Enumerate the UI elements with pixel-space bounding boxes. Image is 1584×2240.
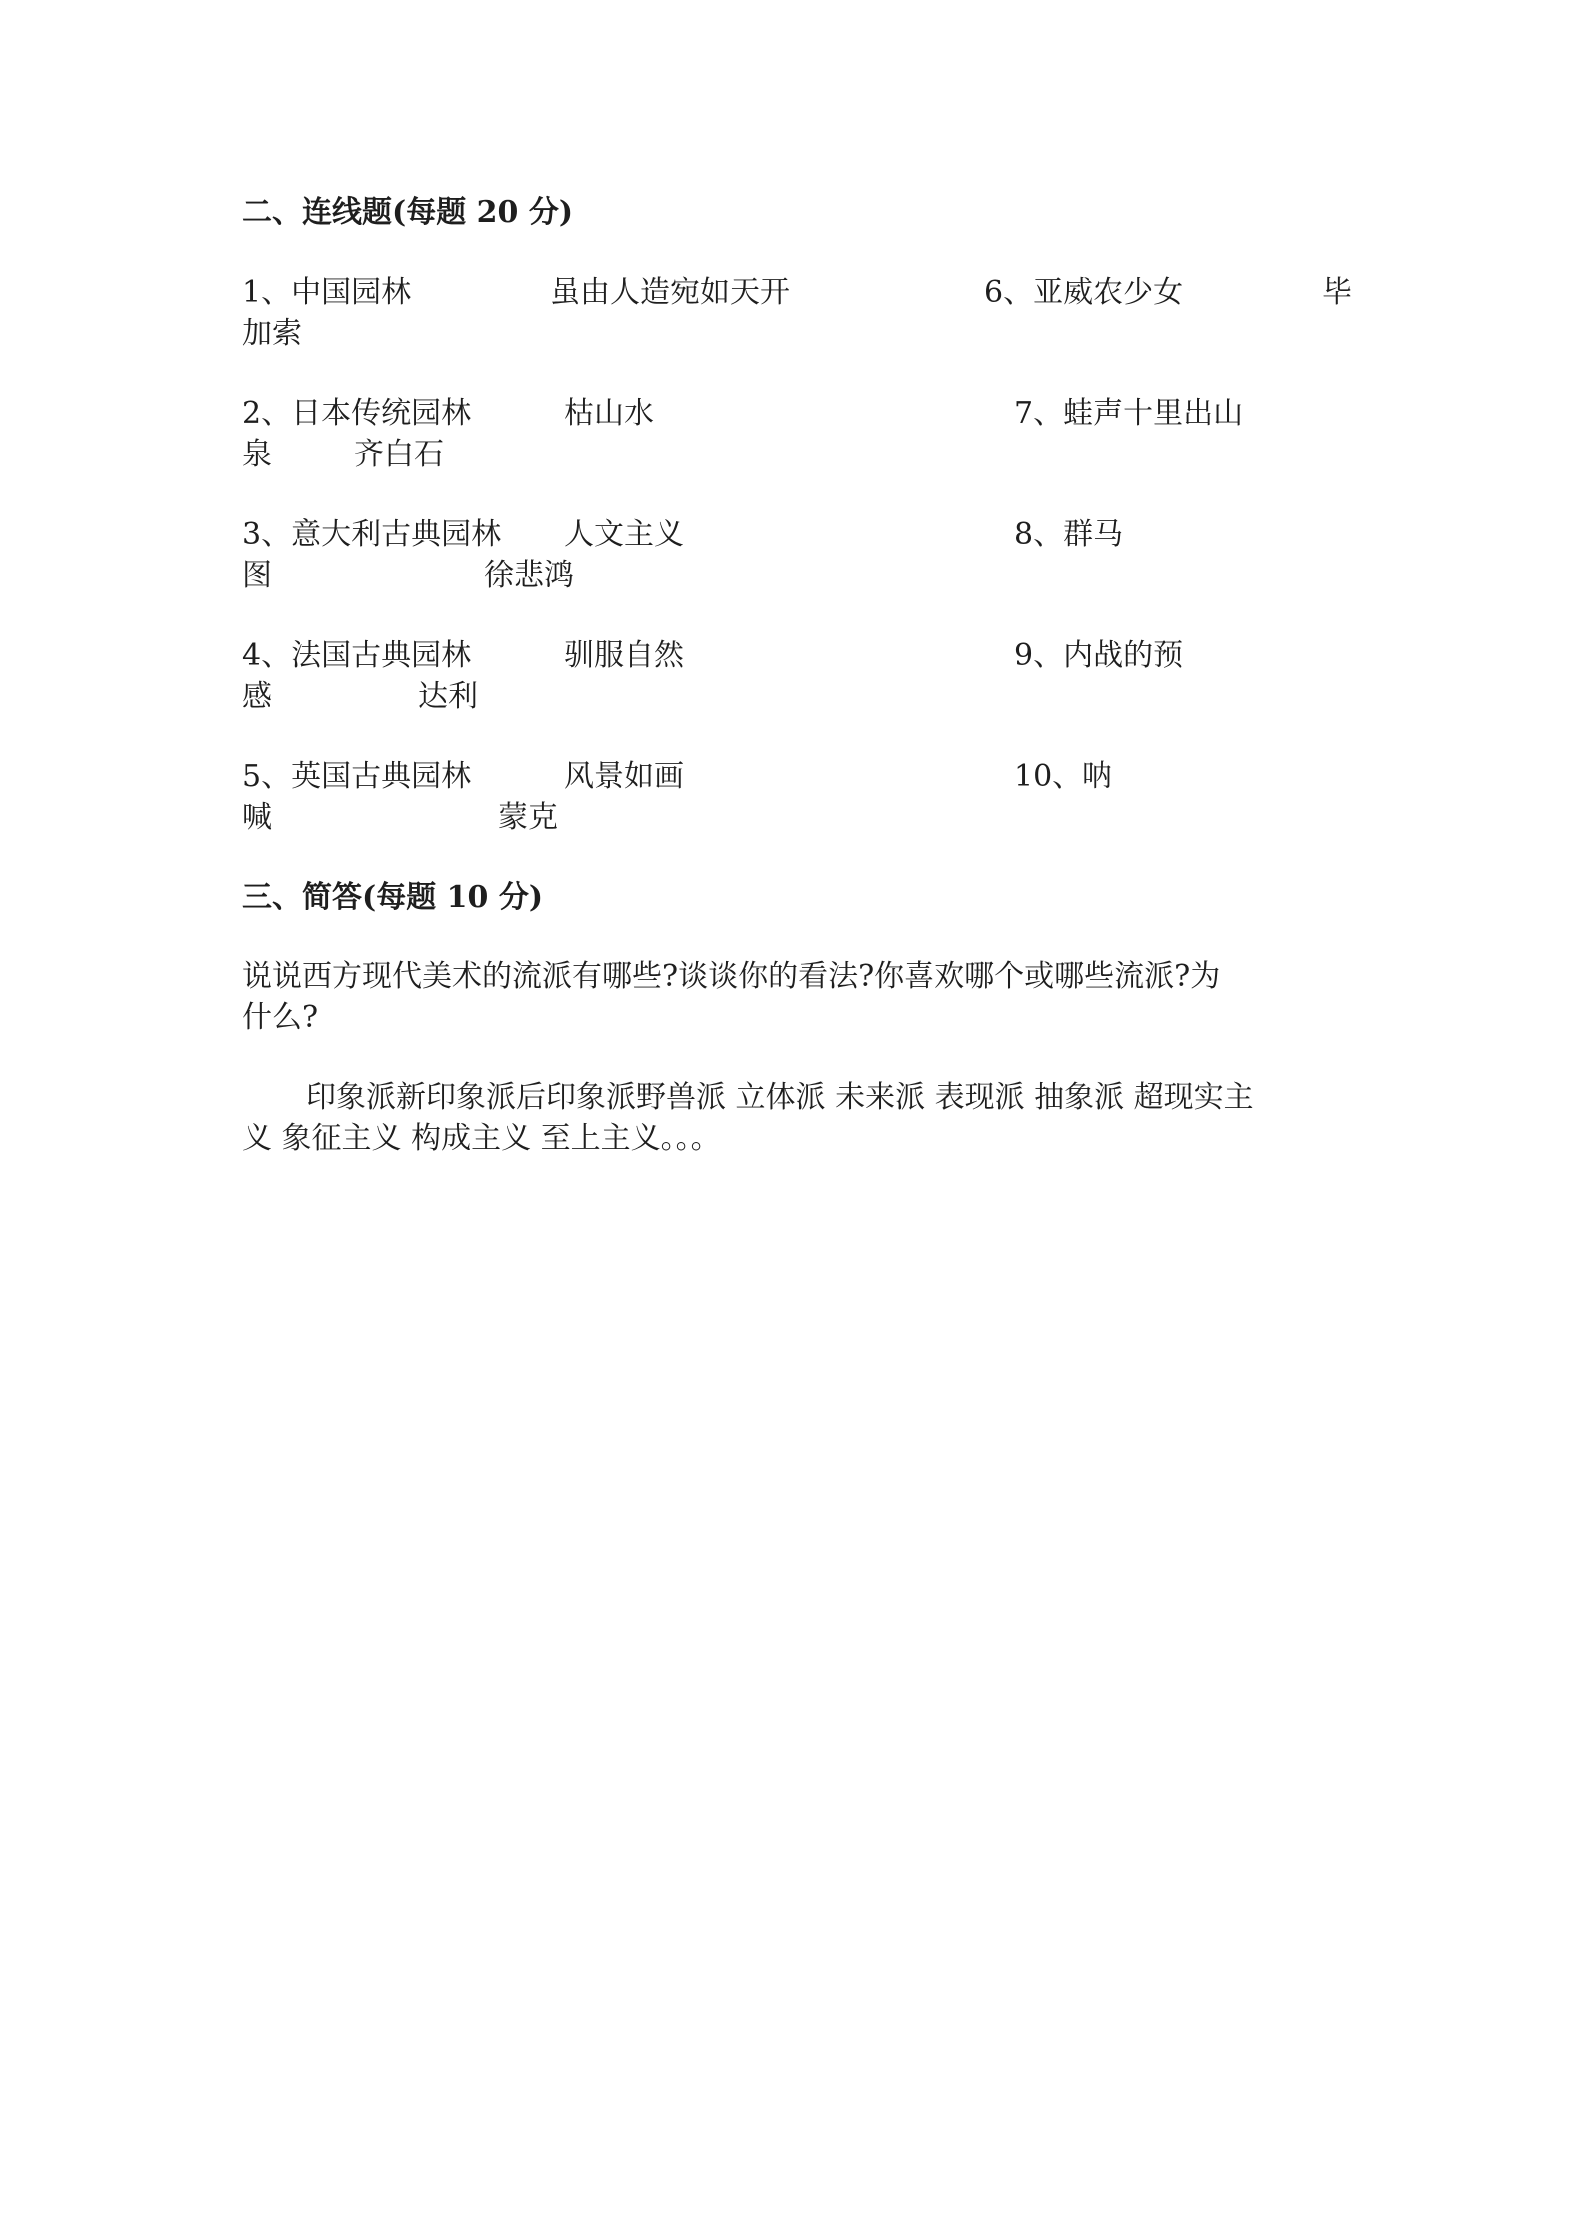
match-left-num-5: 5、英国古典园林 [242, 759, 472, 794]
match-right-title-3b: 图 [242, 558, 272, 593]
match-right-artist-5: 蒙克 [498, 800, 558, 835]
match-left-desc-1: 虽由人造宛如天开 [550, 275, 790, 310]
match-right-artist-1b: 加索 [242, 316, 302, 351]
match-left-num-1: 1、中国园林 [242, 275, 412, 310]
match-right-title-1: 6、亚威农少女 [984, 275, 1184, 310]
match-right-title-4a: 9、内战的预 [1014, 638, 1184, 673]
match-right-artist-2: 齐白石 [354, 437, 444, 472]
match-left-num-4: 4、法国古典园林 [242, 638, 472, 673]
section3-heading: 三、简答(每题 10 分) [242, 880, 544, 915]
match-right-title-4b: 感 [242, 679, 272, 714]
match-right-title-5b: 喊 [242, 800, 272, 835]
match-right-title-2a: 7、蛙声十里出山 [1014, 396, 1244, 431]
match-left-desc-3: 人文主义 [564, 517, 684, 552]
answer-line-1: 印象派新印象派后印象派野兽派 立体派 未来派 表现派 抽象派 超现实主 [306, 1080, 1254, 1115]
match-left-desc-5: 风景如画 [564, 759, 684, 794]
match-right-artist-3: 徐悲鸿 [484, 558, 574, 593]
match-right-artist-1a: 毕 [1322, 275, 1352, 310]
match-right-title-3a: 8、群马 [1014, 517, 1124, 552]
answer-line-2: 义 象征主义 构成主义 至上主义。。。 [242, 1121, 721, 1156]
match-left-num-3: 3、意大利古典园林 [242, 517, 502, 552]
match-left-num-2: 2、日本传统园林 [242, 396, 472, 431]
match-right-title-5a: 10、呐 [1014, 759, 1113, 794]
match-right-title-2b: 泉 [242, 437, 272, 472]
question-line-2: 什么? [242, 1000, 319, 1035]
question-line-1: 说说西方现代美术的流派有哪些?谈谈你的看法?你喜欢哪个或哪些流派?为 [242, 959, 1221, 994]
match-right-artist-4: 达利 [418, 679, 478, 714]
match-left-desc-2: 枯山水 [564, 396, 654, 431]
section2-heading: 二、连线题(每题 20 分) [242, 195, 574, 230]
match-left-desc-4: 驯服自然 [564, 638, 684, 673]
